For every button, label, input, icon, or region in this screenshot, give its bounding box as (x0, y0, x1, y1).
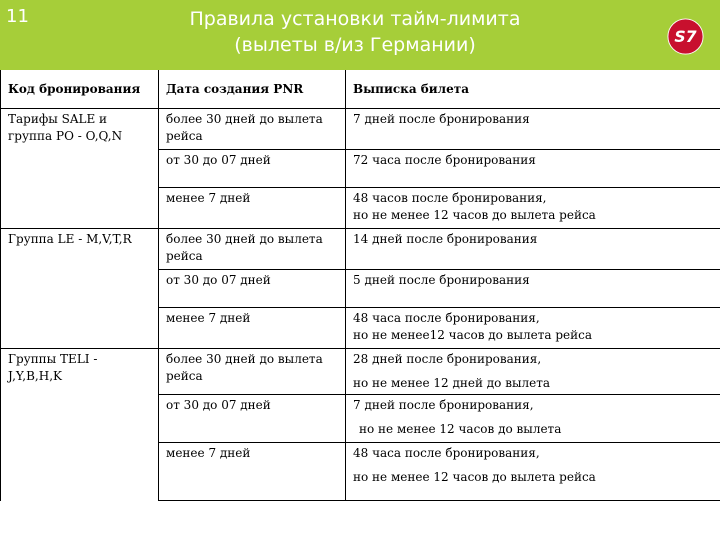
ticketing-text: 7 дней после бронирования, (353, 398, 534, 412)
ticketing-cell (346, 443, 720, 501)
ticketing-text: 7 дней после бронирования (353, 112, 530, 126)
pnr-created-text: менее 7 дней (166, 311, 251, 325)
logo-text: S7 (674, 27, 697, 47)
booking-code-text: Тарифы SALE и (8, 112, 108, 126)
title-line-1: Правила установки тайм-лимита (189, 8, 521, 30)
ticketing-text: 14 дней после бронирования (353, 232, 538, 246)
ticketing-text: 48 часов после бронирования, (353, 191, 547, 205)
header-pnr-created: Дата создания PNR (159, 70, 346, 109)
table-row (1, 109, 720, 150)
pnr-created-cell (159, 270, 346, 308)
booking-code-text: группа PO - O,Q,N (8, 129, 123, 143)
booking-code-text: J,Y,B,H,K (8, 369, 62, 383)
pnr-created-text: рейса (166, 129, 203, 143)
pnr-created-cell (159, 109, 346, 150)
ticketing-cell (346, 188, 720, 229)
pnr-created-text: рейса (166, 249, 203, 263)
pnr-created-cell (159, 308, 346, 349)
pnr-created-cell (159, 229, 346, 270)
pnr-created-text: от 30 до 07 дней (166, 153, 271, 167)
table-row (1, 349, 720, 395)
ticketing-text: но не менее 12 дней до вылета (353, 376, 551, 390)
pnr-created-text: менее 7 дней (166, 191, 251, 205)
ticketing-cell (346, 308, 720, 349)
ticketing-cell (346, 270, 720, 308)
header-bar (0, 0, 720, 70)
time-limit-table (0, 70, 720, 501)
header-ticketing: Выписка билета (346, 70, 720, 109)
booking-code-text: Группа LE - M,V,T,R (8, 232, 132, 246)
pnr-created-text: более 30 дней до вылета (166, 352, 323, 366)
pnr-created-text: рейса (166, 369, 203, 383)
ticketing-text: 48 часа после бронирования, (353, 311, 540, 325)
ticketing-text: но не менее 12 часов до вылета (359, 422, 562, 436)
pnr-created-cell (159, 188, 346, 229)
table-row (1, 229, 720, 270)
ticketing-cell (346, 349, 720, 395)
ticketing-text: 48 часа после бронирования, (353, 446, 540, 460)
ticketing-text: но не менее 12 часов до вылета рейса (353, 470, 596, 484)
pnr-created-cell (159, 395, 346, 443)
header-booking-code: Код бронирования (1, 70, 159, 109)
ticketing-text: 72 часа после бронирования (353, 153, 536, 167)
table-header-row (1, 70, 720, 109)
pnr-created-cell (159, 349, 346, 395)
ticketing-text: но не менее12 часов до вылета рейса (353, 328, 592, 342)
ticketing-cell (346, 150, 720, 188)
booking-code-cell (1, 349, 159, 501)
pnr-created-text: более 30 дней до вылета (166, 232, 323, 246)
booking-code-text: Группы TELI - (8, 352, 98, 366)
pnr-created-text: более 30 дней до вылета (166, 112, 323, 126)
ticketing-text: 28 дней после бронирования, (353, 352, 542, 366)
ticketing-cell (346, 395, 720, 443)
ticketing-cell (346, 109, 720, 150)
pnr-created-cell (159, 150, 346, 188)
booking-code-cell (1, 109, 159, 229)
ticketing-text: но не менее 12 часов до вылета рейса (353, 208, 596, 222)
ticketing-cell (346, 229, 720, 270)
pnr-created-text: от 30 до 07 дней (166, 398, 271, 412)
s7-logo (667, 18, 704, 55)
pnr-created-text: от 30 до 07 дней (166, 273, 271, 287)
booking-code-cell (1, 229, 159, 349)
pnr-created-cell (159, 443, 346, 501)
slide-title (100, 6, 610, 58)
ticketing-text: 5 дней после бронирования (353, 273, 530, 287)
title-line-2: (вылеты в/из Германии) (234, 34, 476, 56)
pnr-created-text: менее 7 дней (166, 446, 251, 460)
slide-number: 11 (6, 6, 29, 27)
